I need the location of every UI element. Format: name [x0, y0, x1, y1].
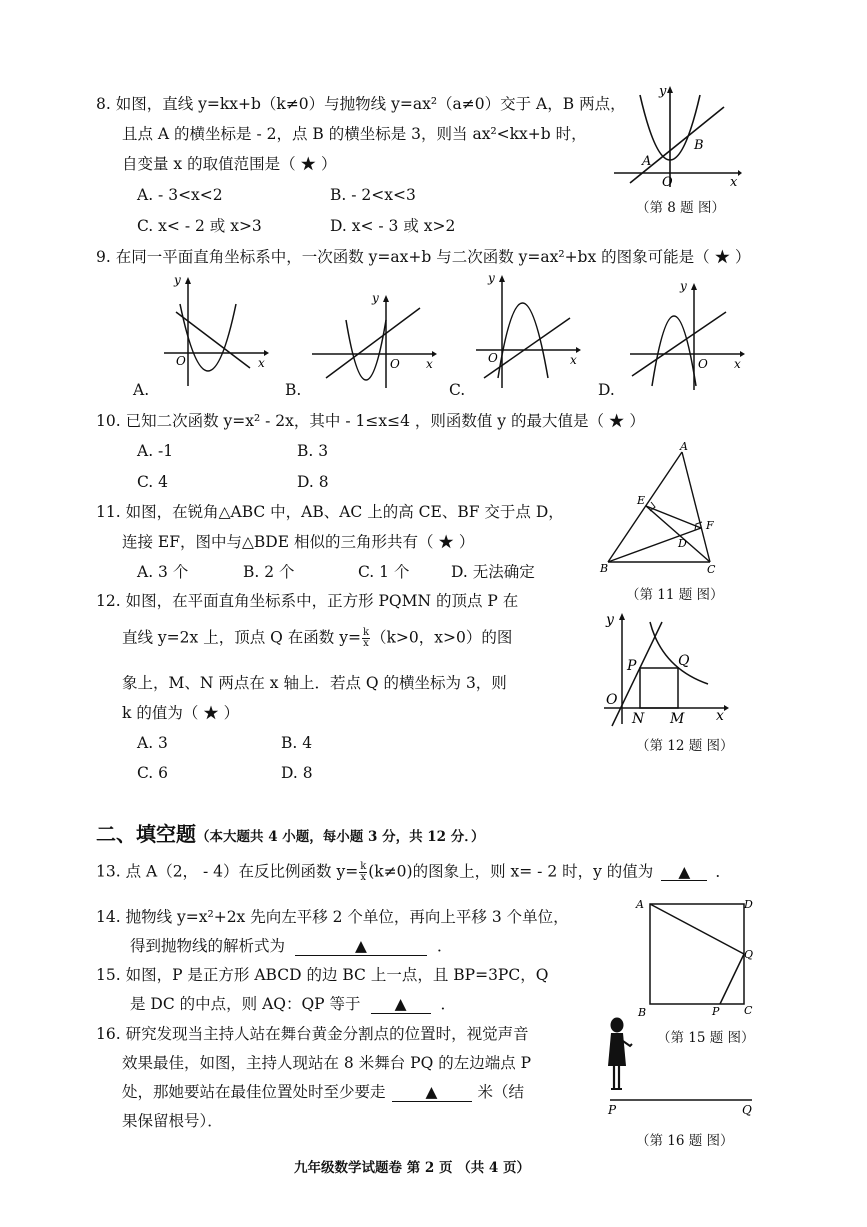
q8-fig-label-y: y [659, 85, 667, 99]
q9-label-a: A. [133, 381, 150, 399]
q13-fraction [359, 862, 367, 883]
q10-option-c: C. 4 [137, 473, 169, 491]
q12-fig-x: x [716, 708, 724, 724]
q11-fig-d: D [678, 537, 687, 550]
q12-line4: k 的值为（ ★ ） [122, 704, 240, 722]
q9-label-b: B. [285, 381, 302, 399]
q11-fig-f: F [706, 519, 714, 532]
q12-frac-num: k [362, 627, 369, 638]
q8-fig-label-x: x [730, 175, 738, 190]
q8-fig-label-b: B [694, 138, 704, 153]
q12-line2-a: 直线 y=2x 上，顶点 Q 在函数 y= [122, 628, 361, 647]
q9-graph-b [308, 290, 438, 390]
q15-caption: （第 15 题 图） [657, 1030, 755, 1046]
q13-frac-num: k [360, 861, 367, 872]
section2-title: 二、填空题 [96, 822, 196, 846]
q12-option-a: A. 3 [137, 734, 168, 752]
q16-fig-q: Q [742, 1103, 752, 1117]
q9d-x: x [734, 357, 741, 371]
q12-option-d: D. 8 [281, 764, 313, 782]
q9b-x: x [426, 357, 433, 371]
q16-caption: （第 16 题 图） [636, 1133, 734, 1149]
q15-fig-c: C [744, 1004, 753, 1017]
q12-option-c: C. 6 [137, 764, 169, 782]
q8-caption: （第 8 题 图） [636, 200, 725, 216]
q13-answer-blank[interactable]: ▲ [661, 865, 707, 882]
q11-caption: （第 11 题 图） [626, 587, 724, 603]
q13-frac-den: x [360, 872, 367, 883]
q11-option-c: C. 1 个 [358, 563, 410, 581]
q16-line3 [122, 1085, 524, 1102]
q15-fig-a: A [636, 898, 644, 911]
q15-fig-d: D [744, 898, 753, 911]
q12-option-b: B. 4 [281, 734, 313, 752]
q11-option-a: A. 3 个 [137, 563, 189, 581]
q11-fig-a: A [680, 440, 688, 453]
q12-frac-den: x [363, 638, 369, 649]
q15-line2 [130, 997, 456, 1014]
q10-option-a: A. -1 [137, 442, 174, 460]
q12-line1: 12. 如图，在平面直角坐标系中，正方形 PQMN 的顶点 P 在 [96, 592, 519, 610]
q16-line4: 果保留根号）． [122, 1112, 223, 1130]
q12-line2-b: （k>0，x>0）的图 [371, 628, 513, 647]
q9-line1: 9. 在同一平面直角坐标系中，一次函数 y=ax+b 与二次函数 y=ax²+bx 的图象可能是（ ★ ） [96, 248, 751, 266]
q8-fig-label-a: A [642, 154, 652, 169]
q12-figure [600, 608, 735, 728]
q8-line3: 自变量 x 的取值范围是（ ★ ） [122, 155, 337, 173]
q11-line2: 连接 EF，图中与△BDE 相似的三角形共有（ ★ ） [122, 533, 475, 551]
q15-fig-p: P [712, 1005, 720, 1018]
q12-fig-o: O [606, 692, 618, 708]
q16-line2: 效果最佳，如图，主持人现站在 8 米舞台 PQ 的左边端点 P [122, 1054, 532, 1072]
q8-option-d: D. x< - 3 或 x>2 [330, 217, 456, 235]
q9c-y: y [488, 271, 495, 285]
q13-line [96, 862, 731, 883]
q16-answer-blank[interactable]: ▲ [392, 1085, 472, 1102]
q14-end: ． [437, 937, 453, 955]
q13-end: ． [715, 862, 731, 881]
q16-fig-p: P [608, 1103, 617, 1117]
q8-figure [612, 85, 742, 190]
q12-line3: 象上，M、N 两点在 x 轴上．若点 Q 的横坐标为 3，则 [122, 674, 507, 692]
q9c-o: O [488, 351, 498, 365]
q9a-o: O [176, 354, 186, 368]
q16-line1: 16. 研究发现当主持人站在舞台黄金分割点的位置时，视觉声音 [96, 1025, 529, 1043]
q12-fig-m: M [670, 711, 685, 727]
q8-fig-label-o: O [662, 175, 673, 190]
q11-option-b: B. 2 个 [243, 563, 295, 581]
q11-option-d: D. 无法确定 [451, 563, 535, 581]
section2-note: （本大题共 4 小题，每小题 3 分，共 12 分．） [196, 829, 485, 845]
q15-fig-b: B [638, 1006, 647, 1019]
q11-fig-e: E [637, 494, 646, 507]
q15-line2-text: 是 DC 的中点，则 AQ：QP 等于 [130, 995, 361, 1013]
q15-end: ． [440, 995, 457, 1013]
q9d-y: y [680, 279, 687, 293]
q13-part-a: 13. 点 A（2， - 4）在反比例函数 y= [96, 862, 359, 881]
q11-fig-c: C [707, 563, 716, 575]
q9d-o: O [698, 357, 708, 371]
q11-figure [596, 440, 736, 575]
q16-line3-b: 米（结 [477, 1083, 525, 1101]
q9b-o: O [390, 357, 400, 371]
q9c-x: x [570, 353, 577, 367]
q9a-y: y [174, 273, 181, 287]
q12-fig-p: P [627, 658, 637, 674]
q9-graph-c [472, 268, 582, 393]
q12-caption: （第 12 题 图） [636, 738, 734, 754]
q9-graph-d [626, 276, 746, 394]
q10-line1: 10. 已知二次函数 y=x² - 2x，其中 - 1≤x≤4 ，则函数值 y 的最大值是（ ★ ） [96, 412, 645, 430]
q12-line2 [122, 628, 512, 649]
q16-figure [600, 1016, 765, 1118]
q15-figure [634, 894, 764, 1020]
q9a-x: x [258, 356, 265, 370]
q14-line1: 14. 抛物线 y=x²+2x 先向左平移 2 个单位，再向上平移 3 个单位， [96, 908, 569, 926]
q8-option-a: A. - 3<x<2 [137, 186, 223, 204]
q9-label-d: D. [598, 381, 615, 399]
q12-fig-n: N [632, 711, 645, 727]
q12-fig-y: y [606, 612, 614, 628]
q11-fig-b: B [600, 562, 609, 575]
q10-option-d: D. 8 [297, 473, 329, 491]
q9-label-c: C. [449, 381, 466, 399]
page-footer: 九年级数学试题卷 第 2 页 （共 4 页） [294, 1160, 530, 1176]
q15-line1: 15. 如图，P 是正方形 ABCD 的边 BC 上一点，且 BP=3PC，Q [96, 966, 549, 984]
q8-line1: 8. 如图，直线 y=kx+b（k≠0）与抛物线 y=ax²（a≠0）交于 A，B 两点， [96, 95, 626, 113]
q8-line2: 且点 A 的横坐标是 - 2，点 B 的横坐标是 3，则当 ax²<kx+b 时， [122, 125, 587, 143]
q8-option-b: B. - 2<x<3 [330, 186, 416, 204]
q9b-y: y [372, 291, 379, 305]
q10-option-b: B. 3 [297, 442, 329, 460]
q16-line3-a: 处，那她要站在最佳位置处时至少要走 [122, 1083, 386, 1101]
q12-fraction [362, 628, 370, 649]
q15-fig-q: Q [744, 948, 754, 961]
section2-heading [96, 818, 485, 847]
q11-line1: 11. 如图，在锐角△ABC 中，AB、AC 上的高 CE、BF 交于点 D， [96, 503, 564, 521]
q9-graph-a [160, 268, 270, 388]
q14-line2-text: 得到抛物线的解析式为 [130, 937, 286, 955]
q14-answer-blank[interactable]: ▲ [295, 939, 427, 956]
q8-option-c: C. x< - 2 或 x>3 [137, 217, 262, 235]
q15-answer-blank[interactable]: ▲ [371, 997, 431, 1014]
q12-fig-q: Q [678, 653, 690, 669]
presenter-figure [608, 1018, 632, 1090]
q14-line2 [130, 939, 453, 956]
q13-part-b: (k≠0)的图象上，则 x= - 2 时，y 的值为 [368, 862, 654, 881]
